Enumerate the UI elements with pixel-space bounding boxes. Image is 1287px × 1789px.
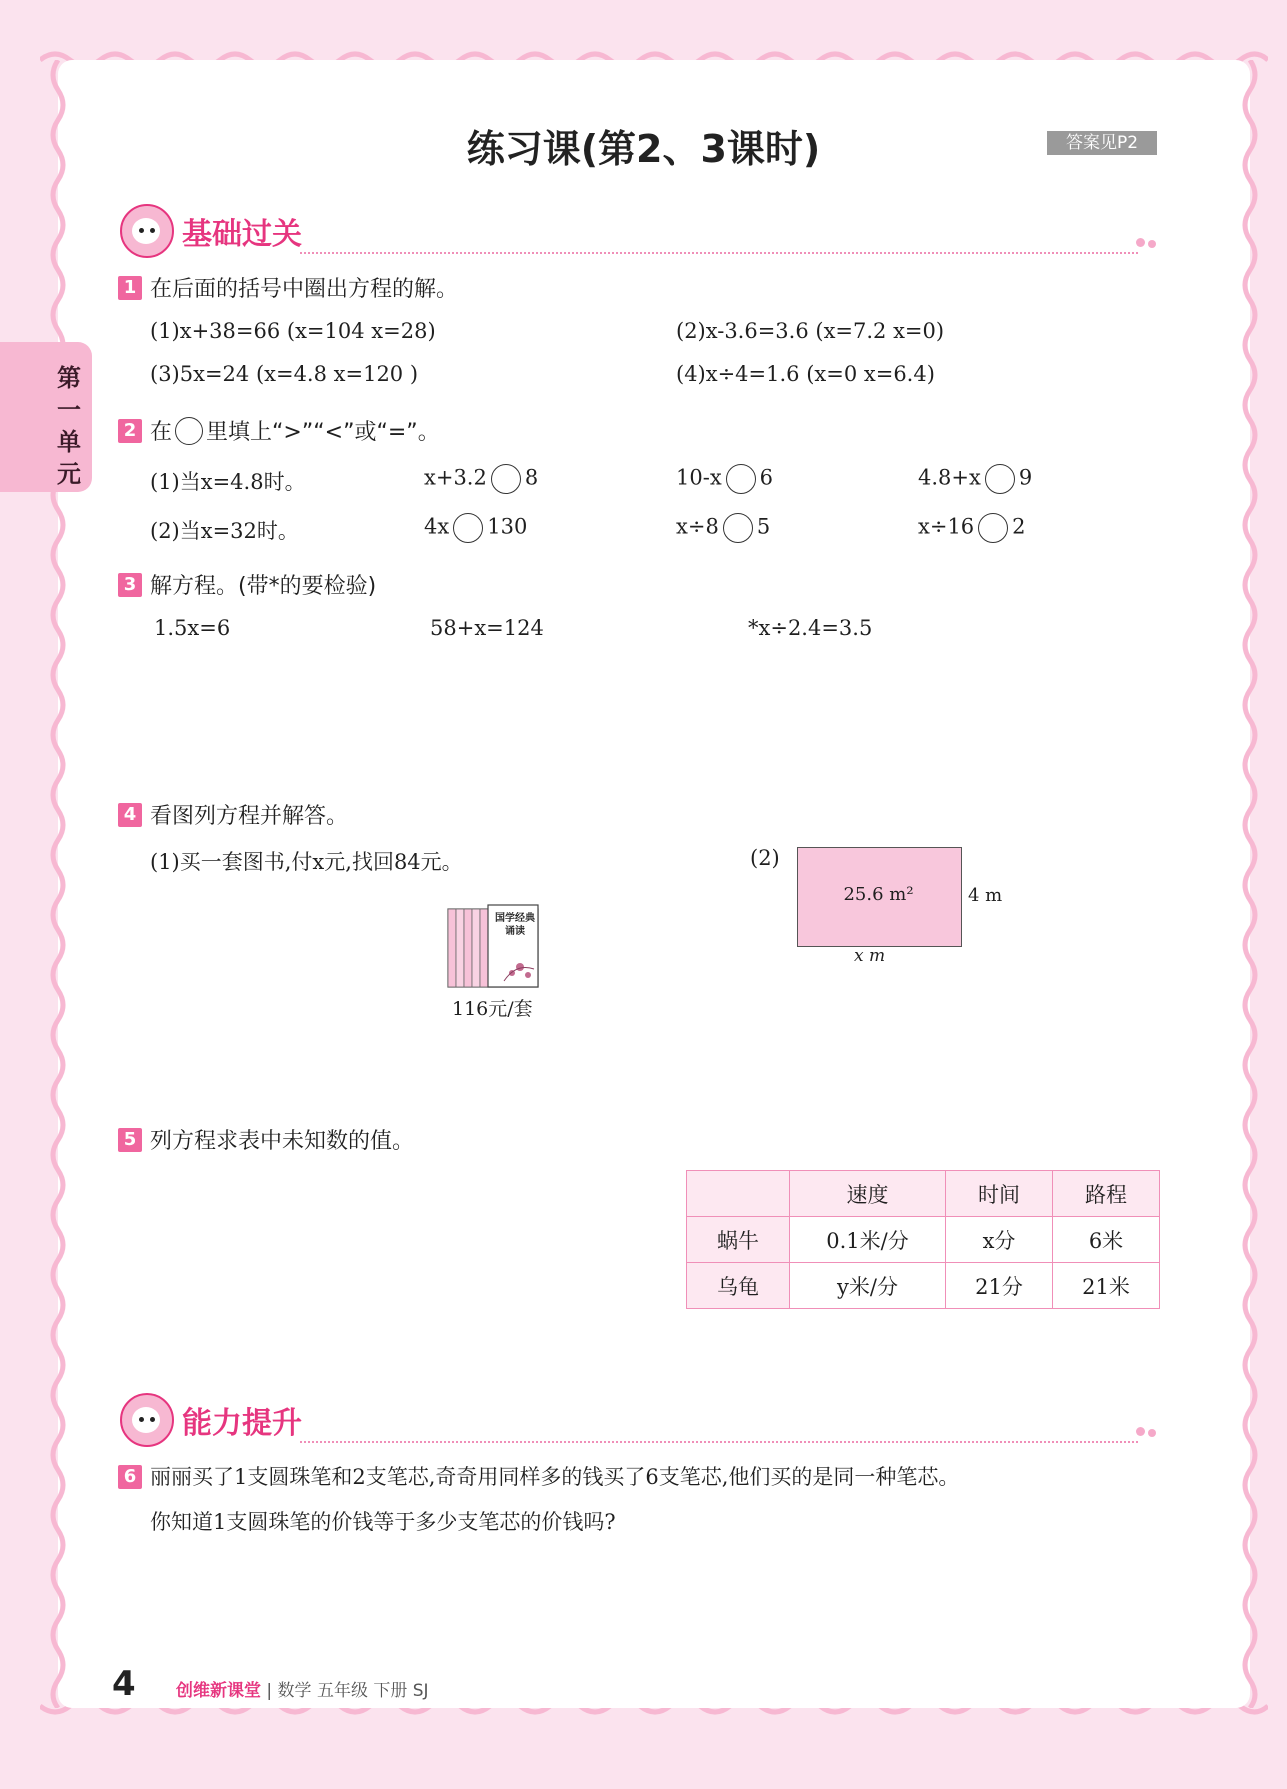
compare-expression: x÷16 2: [918, 513, 1026, 543]
question-4-part-1: (1)买一套图书,付x元,找回84元。: [150, 850, 463, 874]
question-1-item: (2)x-3.6=3.6 (x=7.2 x=0): [676, 319, 945, 343]
question-4-part-2: (2): [750, 846, 780, 870]
table-cell: 蜗牛: [687, 1217, 790, 1263]
compare-expression: x÷8 5: [676, 513, 770, 543]
question-number: 5: [118, 1128, 142, 1152]
answer-circle[interactable]: [491, 464, 521, 494]
question-number: 1: [118, 276, 142, 300]
page-title: 练习课(第2、3课时): [466, 127, 821, 171]
compare-circle-icon: [175, 417, 203, 445]
decor-dot: [1136, 238, 1145, 247]
book-cover-title: 国学经典诵读: [495, 913, 535, 937]
equation: 1.5x=6: [154, 616, 231, 640]
question-1-item: (3)5x=24 (x=4.8 x=120 ): [150, 362, 419, 386]
table-cell: y米/分: [790, 1263, 946, 1309]
unit-side-tab-label: 第一单元: [57, 364, 81, 488]
wavy-border-left: [46, 60, 70, 1708]
answer-circle[interactable]: [978, 513, 1008, 543]
table-cell: 0.1米/分: [790, 1217, 946, 1263]
compare-expression: 4.8+x 9: [918, 464, 1032, 494]
question-5-text: 列方程求表中未知数的值。: [150, 1129, 415, 1154]
page-number: 4: [112, 1664, 136, 1704]
rectangle-side-label: 4 m: [968, 885, 1003, 906]
section-header-basic: 基础过关: [182, 217, 302, 252]
question-2-row-label: (2)当x=32时。: [150, 519, 299, 543]
table-cell: 6米: [1053, 1217, 1160, 1263]
answer-circle[interactable]: [723, 513, 753, 543]
table-header-cell: 速度: [790, 1171, 946, 1217]
section-divider: [300, 252, 1138, 254]
section-divider: [300, 1441, 1138, 1443]
compare-expression: x+3.2 8: [424, 464, 538, 494]
table-header-cell: [687, 1171, 790, 1217]
question-1-item: (4)x÷4=1.6 (x=0 x=6.4): [676, 362, 935, 386]
section-header-advanced: 能力提升: [182, 1406, 302, 1441]
footer-brand: 创维新课堂: [176, 1681, 261, 1701]
question-3-text: 解方程。(带*的要检验): [150, 574, 377, 599]
question-6-line-2: 你知道1支圆珠笔的价钱等于多少支笔芯的价钱吗?: [150, 1510, 616, 1534]
question-2-row-label: (1)当x=4.8时。: [150, 470, 306, 494]
question-1-item: (1)x+38=66 (x=104 x=28): [150, 319, 436, 343]
compare-expression: 4x 130: [424, 513, 527, 543]
rectangle-bottom-label: x m: [854, 946, 886, 966]
footer-info: [176, 1676, 429, 1701]
decor-dot: [1148, 240, 1156, 248]
question-number: 6: [118, 1465, 142, 1489]
answer-circle[interactable]: [453, 513, 483, 543]
equation: *x÷2.4=3.5: [748, 616, 873, 640]
question-number: 4: [118, 803, 142, 827]
table-row: [687, 1217, 1160, 1263]
mascot-icon: [120, 204, 174, 258]
compare-expression: 10-x 6: [676, 464, 773, 494]
footer-subject: | 数学 五年级 下册 SJ: [266, 1681, 429, 1701]
mascot-icon: [120, 1393, 174, 1447]
answer-reference-tag: 答案见P2: [1047, 131, 1157, 155]
speed-table: [686, 1170, 1160, 1309]
table-cell: 乌龟: [687, 1263, 790, 1309]
book-price: 116元/套: [452, 998, 533, 1020]
table-header-cell: 时间: [946, 1171, 1053, 1217]
question-4-text: 看图列方程并解答。: [150, 804, 349, 829]
question-number: 2: [118, 419, 142, 443]
question-2-text: 在 里填上“>”“<”或“=”。: [150, 415, 440, 446]
decor-dot: [1136, 1427, 1145, 1436]
table-header-row: [687, 1171, 1160, 1217]
wavy-border-right: [1238, 60, 1262, 1708]
rectangle-area-label: 25.6 m²: [843, 884, 914, 905]
question-6-line-1: 丽丽买了1支圆珠笔和2支笔芯,奇奇用同样多的钱买了6支笔芯,他们买的是同一种笔芯。: [150, 1465, 960, 1489]
question-1-text: 在后面的括号中圈出方程的解。: [150, 277, 459, 302]
table-cell: x分: [946, 1217, 1053, 1263]
question-number: 3: [118, 573, 142, 597]
table-row: [687, 1263, 1160, 1309]
answer-circle[interactable]: [985, 464, 1015, 494]
decor-dot: [1148, 1429, 1156, 1437]
table-header-cell: 路程: [1053, 1171, 1160, 1217]
equation: 58+x=124: [430, 616, 544, 640]
table-cell: 21分: [946, 1263, 1053, 1309]
table-cell: 21米: [1053, 1263, 1160, 1309]
answer-circle[interactable]: [726, 464, 756, 494]
